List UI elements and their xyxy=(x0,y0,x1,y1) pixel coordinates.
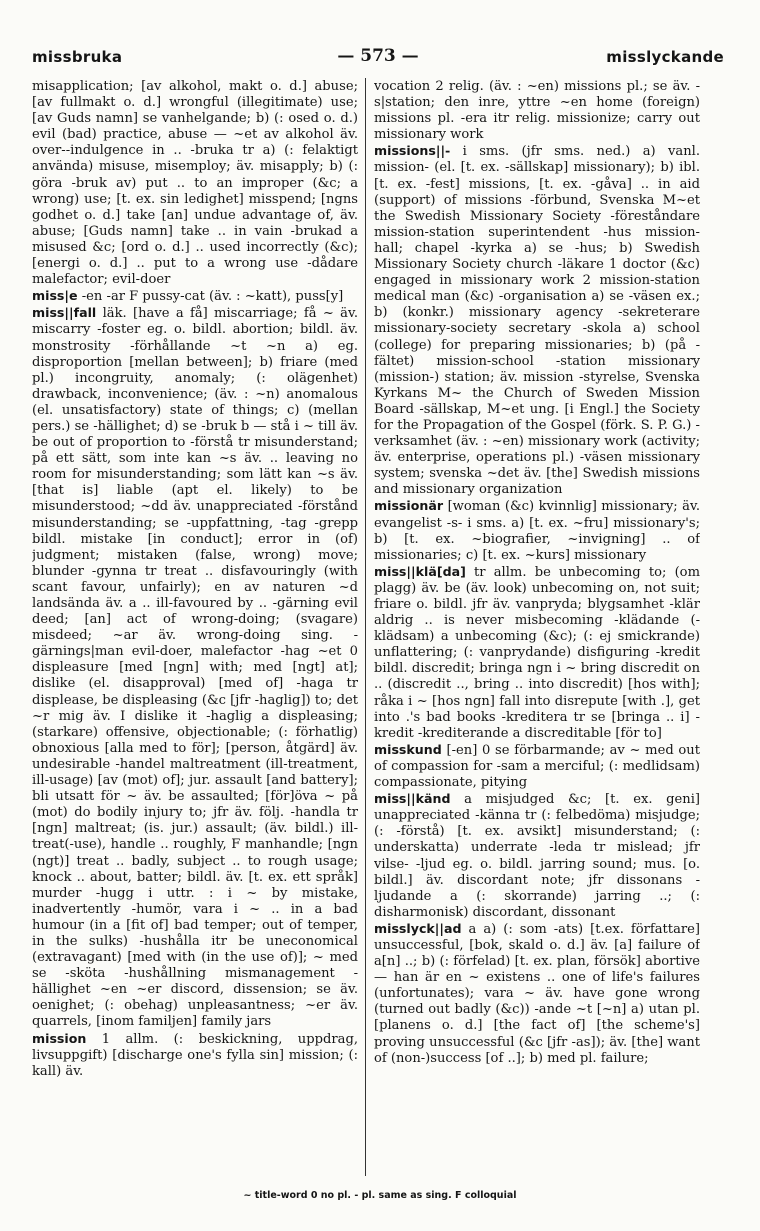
dictionary-entry xyxy=(374,742,700,791)
entry-text: tr allm. be unbecoming to; (om plagg) äv. be (äv. look) unbecoming on, not suit; friare o. bildl. jfr äv. vanpryda; blygsamhet -klär aldrig .. is never misbecoming -klädande (-klädsam) a unbecoming (&c); (: ej smickrande) unflattering; (: vanprydande) disfiguring -kredit bildl. discredit; bringa ngn i ~ bring discredit on .. (discredit .., bring .. into discredit) [hos with]; råka i ~ [hos ngn] fall into disrepute [with .], get into .'s bad books -kreditera tr se [bringa .. i] -kredit -krediterande a discreditable [för to] xyxy=(374,564,700,741)
entry-text: i sms. (jfr sms. ned.) a) vanl. mission- (el. [t. ex. -sällskap] missionary); b) ibl. [t. ex. -fest] missions, [t. ex. -gåva] .. in aid (support) of missions -förbund, Svenska M~et the Swedish Missionary Society -föreståndare mission-station superintendent -hus mission-hall; chapel -kyrka a) se -hus; b) Swedish Missionary Society church -läkare 1 doctor (&c) engaged in missionary work 2 mission-station medical man (&c) -organisation a) se -väsen ex.; b) (konkr.) missionary agency -sekreterare missionary-society secretary -skola a) school (college) for preparing missionaries; b) (på -fältet) mission-school -station missionary (mission-) station; äv. mission -styrelse, Svenska Kyrkans M~ the Church of Sweden Mission Board -sällskap, M~et ung. [i Engl.] the Society for the Propagation of the Gospel (förk. S. P. G.) -verksamhet (äv. : ~en) missionary work (activity; äv. enterprise, operations pl.) -väsen missionary system; svenska ~det äv. [the] Swedish missions and missionary organization xyxy=(374,144,700,498)
dictionary-entry xyxy=(32,1031,358,1080)
entry-text: -en -ar F pussy-cat (äv. : ~katt), puss[y] xyxy=(81,289,344,305)
running-head-left: missbruka xyxy=(32,48,123,66)
dictionary-entry xyxy=(374,564,700,742)
entry-text: vocation 2 relig. (äv. : ~en) missions pl.; se äv. -s|station; den inre, yttre ~en home (foreign) missions pl. -era itr relig. missionize; carry out missionary work xyxy=(374,79,700,143)
left-column xyxy=(32,78,358,1176)
entry-text: läk. [have a få] miscarriage; få ~ äv. miscarry -foster eg. o. bildl. abortion; bildl. äv. monstrosity -förhållande ~t ~n a) eg. disproportion [mellan between]; b) friare (med pl.) incongruity, anomaly; (: olägenhet) drawback, inconvenience; (äv. : ~n) anomalous (el. unsatisfactory) state of things; c) (mellan pers.) se -hällighet; d) se -bruk b — stå i ~ till äv. be out of proportion to -förstå tr misunderstand; på ett sätt, som inte kan ~s äv. .. leaving no room for misunderstanding; som lätt kan ~s äv. [that is] liable (apt el. likely) to be misunderstood; ~dd äv. unappreciated -förstånd misunderstanding; se -uppfattning, -tag -grepp bildl. mistake [in conduct]; error in (of) judgment; mistaken (false, wrong) move; blunder -gynna tr treat .. disfavouringly (with scant favour, unfairly); en av naturen ~d landsända äv. a .. ill-favoured by .. -gärning evil deed; [an] act of wrong-doing; (svagare) misdeed; ~ar äv. wrong-doing sing. -gärnings|man evil-doer, malefactor -hag ~et 0 displeasure [med [ngn] with; med [ngt] at]; dislike (el. disapproval) [med of] -haga tr displease, be displeasing (&c [jfr -haglig]) to; det ~r mig äv. I dislike it -haglig a displeasing; (starkare) offensive, objectionable; (: förhatlig) obnoxious [alla med to för]; [person, åtgärd] äv. undesirable -handel maltreatment (ill-treatment, ill-usage) [av (mot) of]; jur. assault [and battery]; bli utsatt för ~ äv. be assaulted; [för]öva ~ på (mot) do bodily injury to; jfr äv. följ. -handla tr [ngn] maltreat; (is. jur.) assault; (äv. bildl.) ill-treat(-use), handle .. roughly, F manhandle; [ngn (ngt)] treat .. badly, subject .. to rough usage; knock .. about, batter; bildl. äv. [t. ex. ett språk] murder -hugg i uttr. : i ~ by mistake, inadvertently -humör, vara i ~ .. in a bad humour (in a [fit of] bad temper; out of temper, in the sulks) -hushålla itr be uneconomical (extravagant) [med with (in the use of)]; ~ med se -sköta -hushållning mismanagement -hällighet ~en ~er discord, dissension; se äv. oenighet; (: obehag) unpleasantness; ~er äv. quarrels, [inom familjen] family jars xyxy=(32,306,358,1030)
running-head-right: misslyckande xyxy=(606,48,724,66)
dictionary-entry xyxy=(32,288,358,305)
entry-headword: miss||fall xyxy=(32,305,97,321)
entry-headword: mission xyxy=(32,1030,87,1046)
page-number: — 573 — xyxy=(337,46,419,66)
entry-text: [-en] 0 se förbarmande; av ~ med out of compassion for -sam a merciful; (: medlidsam) compassionate, pitying xyxy=(374,742,700,791)
dictionary-entry xyxy=(374,921,700,1067)
entry-headword: miss||klä[da] xyxy=(374,563,466,579)
dictionary-entry xyxy=(374,498,700,563)
entry-text: 1 allm. (: beskickning, uppdrag, livsuppgift) [discharge one's fylla sin] mission; (: kall) äv. xyxy=(32,1031,358,1079)
page-header xyxy=(32,44,724,74)
dictionary-entry xyxy=(374,78,700,143)
dictionary-entry xyxy=(374,791,700,921)
right-column xyxy=(374,78,700,1176)
entry-headword: missionär xyxy=(374,498,444,514)
dictionary-entry xyxy=(32,78,358,288)
entry-text: misapplication; [av alkohol, makt o. d.] abuse; [av fullmakt o. d.] wrongful (illegitimate) use; [av Guds namn] se vanhelgande; b) (: osed o. d.) evil (bad) practice, abuse — ~et av alkohol äv. over--indulgence in .. -bruka tr a) (: felaktigt använda) misuse, misemploy; äv. misapply; b) (: göra -bruk av) put .. to an improper (&c; a wrong) use; [t. ex. sin ledighet] misspend; [ngns godhet o. d.] take [an] undue advantage of, äv. abuse; [Guds namn] take .. in vain -brukad a misused &c; [ord o. d.] .. used incorrectly (&c); [energi o. d.] .. put to a wrong use -dådare malefactor; evil-doer xyxy=(32,79,358,288)
entry-text: a misjudged &c; [t. ex. geni] unappreciated -känna tr (: felbedöma) misjudge; (: -förstå) [t. ex. avsikt] misunderstand; (: underskatta) underrate -leda tr mislead; jfr vilse- -ljud eg. o. bildl. jarring sound; mus. [o. bildl.] äv. discordant note; jfr dissonans -ljudande a (: skorrande) jarring ..; (: disharmonisk) discordant, dissonant xyxy=(374,792,700,920)
dictionary-entry xyxy=(32,305,358,1030)
entry-text: a a) (: som -ats) [t.ex. författare] unsuccessful, [bok, skald o. d.] äv. [a] failure of a[n] ..; b) (: förfelad) [t. ex. plan, försök] abortive — han är en ~ existens .. one of life's failures (unfortunates); vara ~ äv. have gone wrong (turned out badly (&c)) -ande ~t [~n] a) utan pl. [planens o. d.] [the fact of] [the scheme's] proving unsuccessful (&c [jfr -as]); äv. [the] want of (non-)success [of ..]; b) med pl. failure; xyxy=(374,921,700,1066)
column-divider xyxy=(365,78,366,1176)
entry-headword: miss||känd xyxy=(374,791,451,807)
dictionary-entry xyxy=(374,143,700,498)
entry-text: [woman (&c) kvinnlig] missionary; äv. evangelist -s- i sms. a) [t. ex. ~fru] missionary's; b) [t. ex. ~biografier, ~invigning] .. of missionaries; c) [t. ex. ~kurs] missionary xyxy=(374,499,700,563)
entry-headword: miss|e xyxy=(32,288,78,304)
entry-headword: missions||- xyxy=(374,143,451,159)
page-footer-legend: ~ title-word 0 no pl. - pl. same as sing. F colloquial xyxy=(243,1190,517,1201)
entry-headword: misslyck||ad xyxy=(374,920,462,936)
entry-headword: misskund xyxy=(374,741,442,757)
